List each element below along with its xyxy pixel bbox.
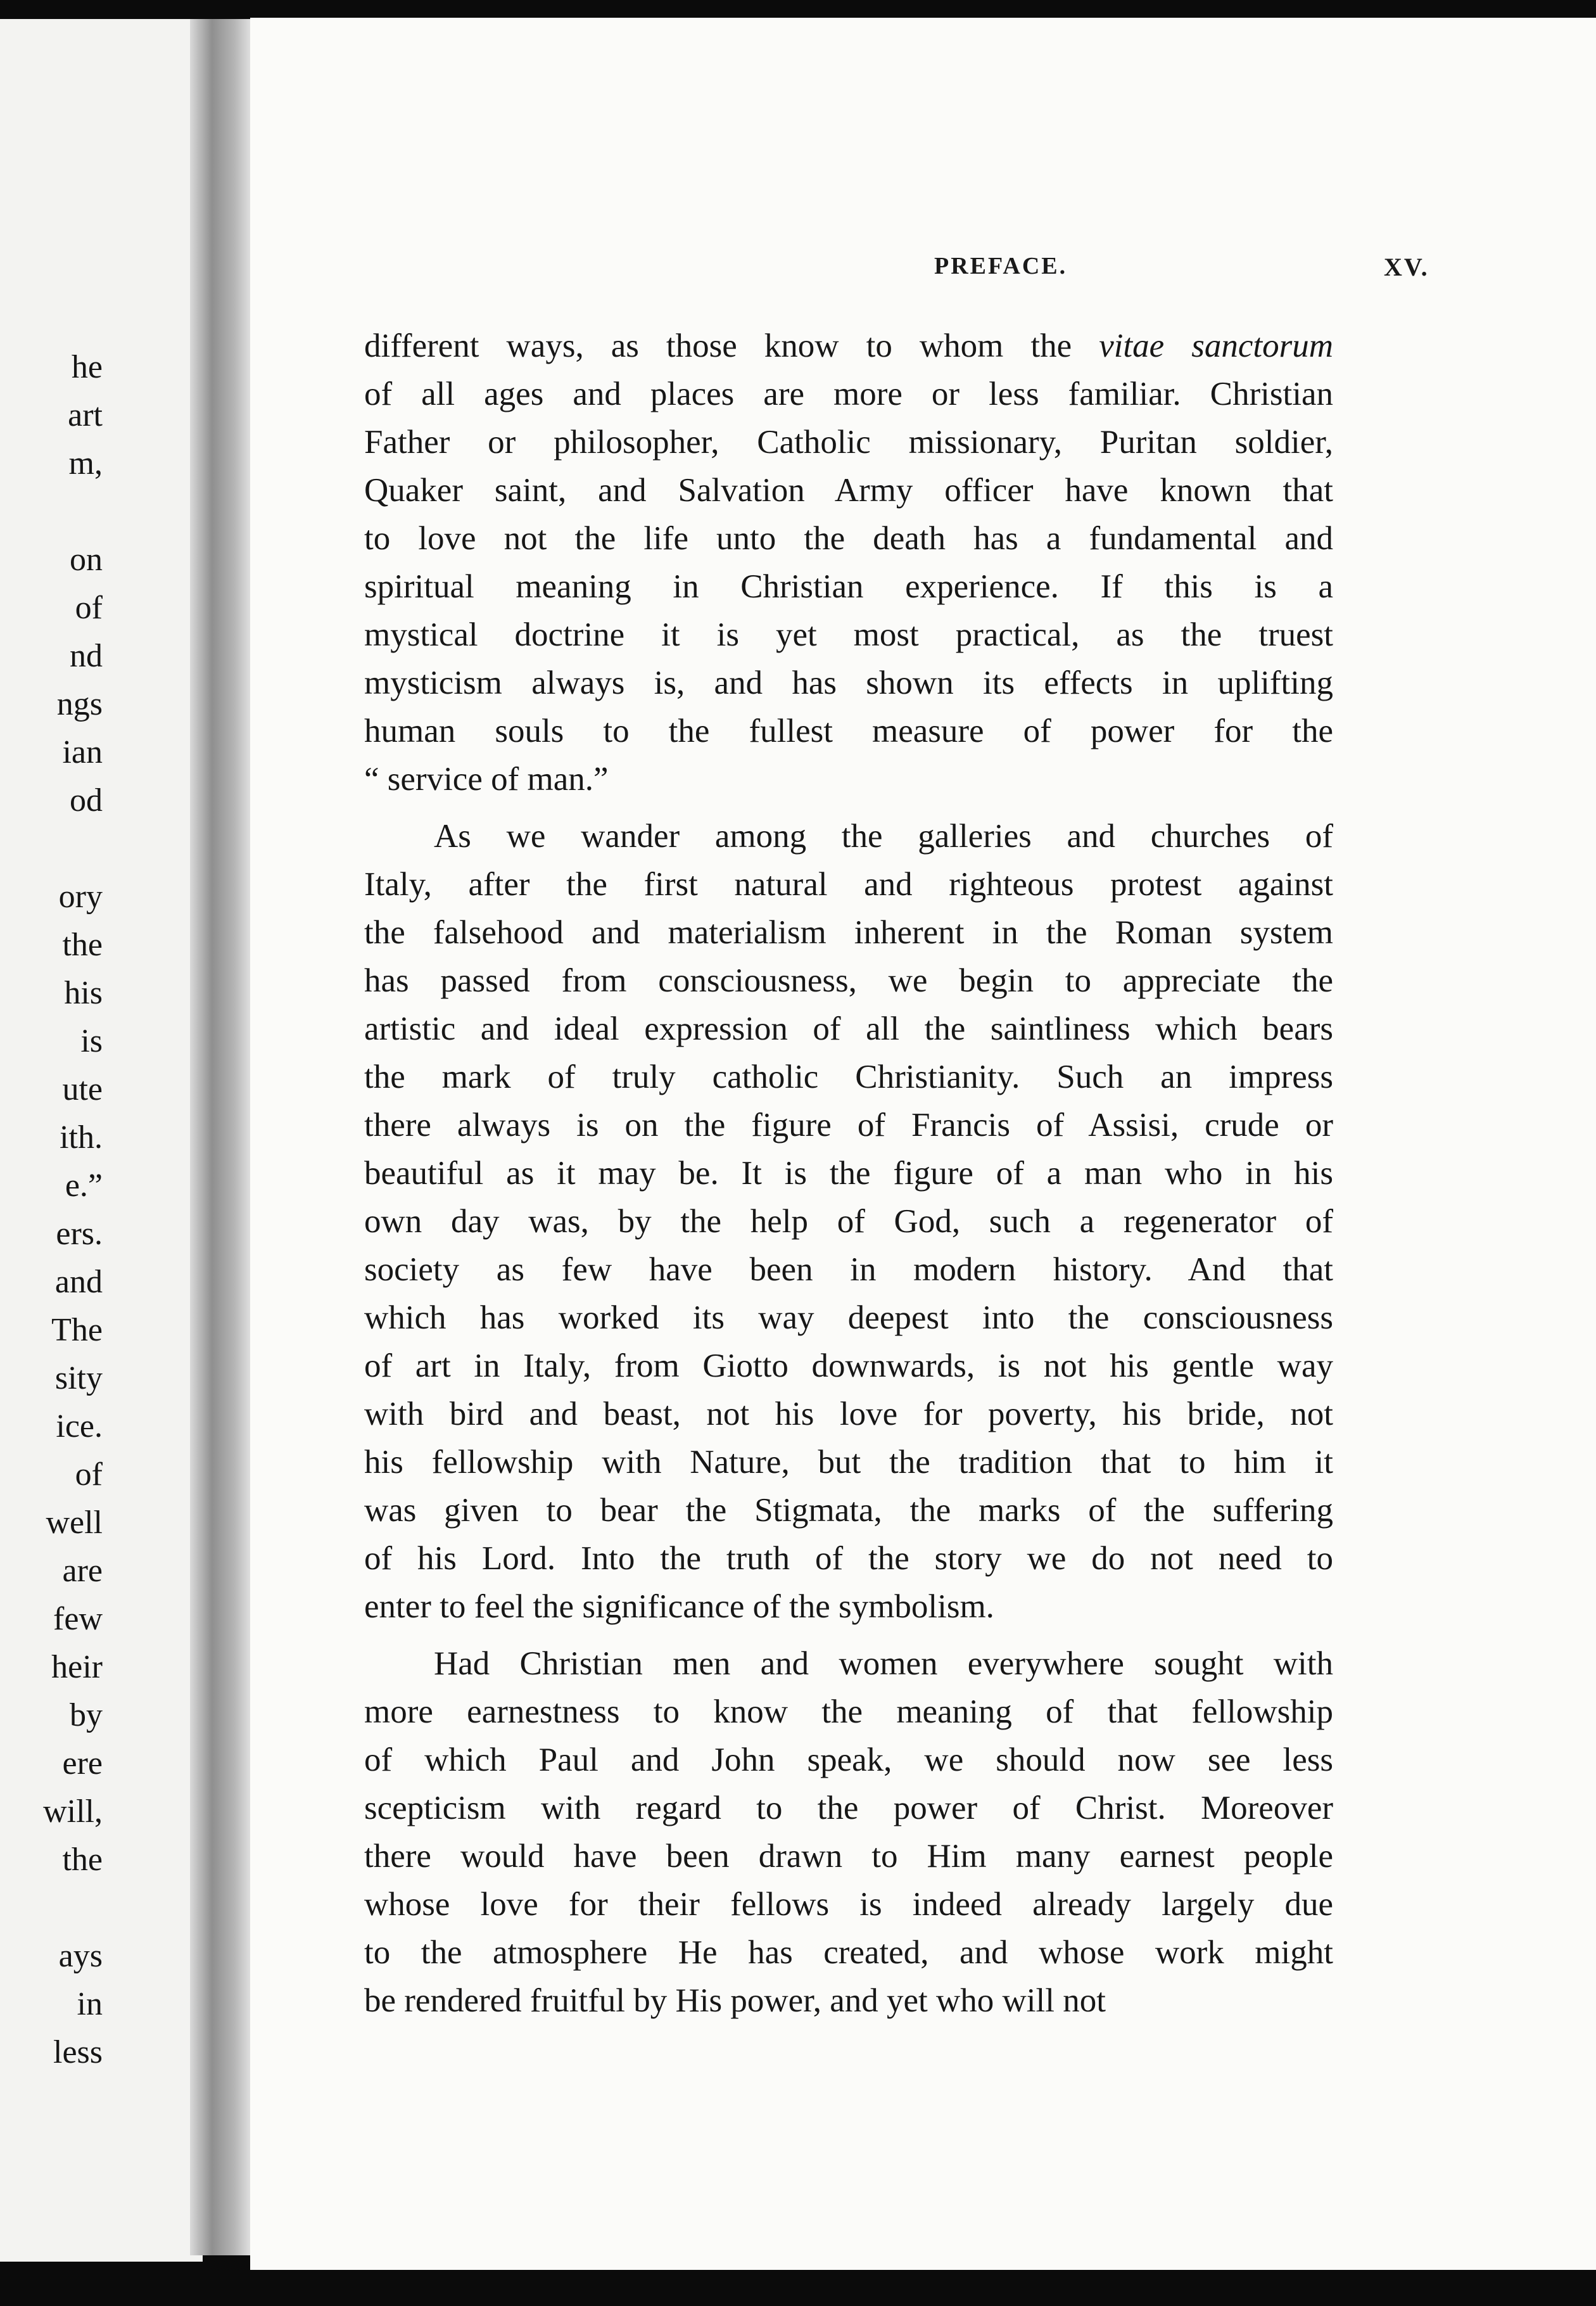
left-page-fragment: The — [51, 1312, 103, 1348]
scan-bottom-edge — [0, 2270, 1596, 2306]
text-line: more earnestness to know the meaning of that fellowship — [364, 1693, 1333, 1730]
left-page-fragment: in — [77, 1986, 103, 2022]
left-page-fragment: ian — [62, 734, 103, 770]
text-line: “ service of man.” — [364, 761, 609, 798]
main-page — [250, 18, 1596, 2270]
left-page-fragment: ers. — [56, 1216, 103, 1252]
left-page-fragment: ith. — [60, 1119, 103, 1156]
paragraph — [364, 1640, 1333, 2025]
text-line: Quaker saint, and Salvation Army officer have known that — [364, 472, 1333, 509]
text-line: to the atmosphere He has created, and whose work might — [364, 1934, 1333, 1971]
paragraph — [364, 322, 1333, 803]
text-line: beautiful as it may be. It is the figure of a man who in his — [364, 1155, 1333, 1192]
left-page-fragment: nd — [70, 638, 103, 674]
text-line: there would have been drawn to Him many earnest people — [364, 1838, 1333, 1875]
book-gutter-shadow — [190, 19, 253, 2255]
page-number: XV. — [1384, 253, 1429, 281]
left-page-fragment: e.” — [65, 1168, 103, 1204]
left-page-fragment: will, — [43, 1793, 103, 1830]
text-line: the falsehood and materialism inherent in the Roman system — [364, 914, 1333, 951]
italic-phrase: vitae sanctorum — [1099, 328, 1333, 364]
text-line: there always is on the figure of Francis of Assisi, crude or — [364, 1107, 1333, 1143]
left-page-fragment: ice. — [56, 1408, 103, 1444]
left-page-fragment: on — [70, 542, 103, 578]
left-page-fragment: ory — [58, 879, 103, 915]
text-line: As we wander among the galleries and churches of — [434, 818, 1333, 855]
text-line: with bird and beast, not his love for poverty, his bride, not — [364, 1396, 1333, 1432]
text-line: human souls to the fullest measure of power for the — [364, 713, 1333, 749]
page-header — [364, 233, 1580, 284]
left-page-fragment: ngs — [56, 686, 103, 722]
text-line: the mark of truly catholic Christianity. Such an impress — [364, 1059, 1333, 1095]
text-line: mysticism always is, and has shown its effects in uplifting — [364, 665, 1333, 701]
left-page-fragment: is — [80, 1023, 103, 1059]
left-page-fragment: by — [70, 1697, 103, 1733]
text-line: artistic and ideal expression of all the saintliness which bears — [364, 1010, 1333, 1047]
text-line: whose love for their fellows is indeed already largely due — [364, 1886, 1333, 1923]
left-page-fragment: od — [70, 782, 103, 819]
text-line: spiritual meaning in Christian experience. If this is a — [364, 568, 1333, 605]
left-page-fragment: ays — [58, 1938, 103, 1974]
left-page-fragment: few — [53, 1601, 103, 1637]
left-page-fragment: art — [68, 397, 103, 433]
text-line: has passed from consciousness, we begin to appreciate the — [364, 962, 1333, 999]
text-line: of his Lord. Into the truth of the story we do not need to — [364, 1540, 1333, 1577]
left-page-fragment: heir — [51, 1649, 103, 1685]
running-title: PREFACE. — [934, 253, 1068, 279]
body-text — [364, 322, 1333, 2034]
text-line: his fellowship with Nature, but the tradition that to him it — [364, 1444, 1333, 1481]
left-page-fragment: m, — [68, 445, 103, 481]
left-page-fragment: less — [53, 2034, 103, 2070]
left-page-fragment: the — [62, 927, 103, 963]
left-facing-page — [0, 19, 203, 2262]
left-page-fragment: are — [62, 1553, 103, 1589]
text-line: Had Christian men and women everywhere sought with — [434, 1645, 1333, 1682]
left-page-fragment: ute — [62, 1071, 103, 1107]
left-page-fragment: of — [75, 590, 103, 626]
left-page-fragment: of — [75, 1456, 103, 1493]
text-line: enter to feel the significance of the symbolism. — [364, 1588, 994, 1625]
text-line: which has worked its way deepest into the consciousness — [364, 1299, 1333, 1336]
left-page-fragment: well — [46, 1505, 103, 1541]
text-line: was given to bear the Stigmata, the marks of the suffering — [364, 1492, 1333, 1529]
text-line: mystical doctrine it is yet most practical, as the truest — [364, 616, 1333, 653]
text-line: different ways, as those know to whom the vitae sanctorum — [364, 328, 1333, 364]
text-line: of all ages and places are more or less familiar. Christian — [364, 376, 1333, 412]
text-line: Father or philosopher, Catholic missionary, Puritan soldier, — [364, 424, 1333, 461]
left-page-fragment: and — [54, 1264, 103, 1300]
left-page-fragment: he — [71, 349, 103, 385]
left-page-fragment: the — [62, 1842, 103, 1878]
text-line: own day was, by the help of God, such a regenerator of — [364, 1203, 1333, 1240]
left-page-fragment: sity — [54, 1360, 103, 1396]
text-line: scepticism with regard to the power of Christ. Moreover — [364, 1790, 1333, 1826]
text-line: be rendered fruitful by His power, and yet who will not — [364, 1982, 1106, 2019]
text-line: of which Paul and John speak, we should now see less — [364, 1742, 1333, 1778]
paragraph — [364, 812, 1333, 1631]
text-line: to love not the life unto the death has a fundamental and — [364, 520, 1333, 557]
left-page-fragment: ere — [62, 1745, 103, 1781]
text-line: of art in Italy, from Giotto downwards, is not his gentle way — [364, 1347, 1333, 1384]
text-line: society as few have been in modern history. And that — [364, 1251, 1333, 1288]
text-line: Italy, after the first natural and righteous protest against — [364, 866, 1333, 903]
left-page-fragment: his — [64, 975, 103, 1011]
